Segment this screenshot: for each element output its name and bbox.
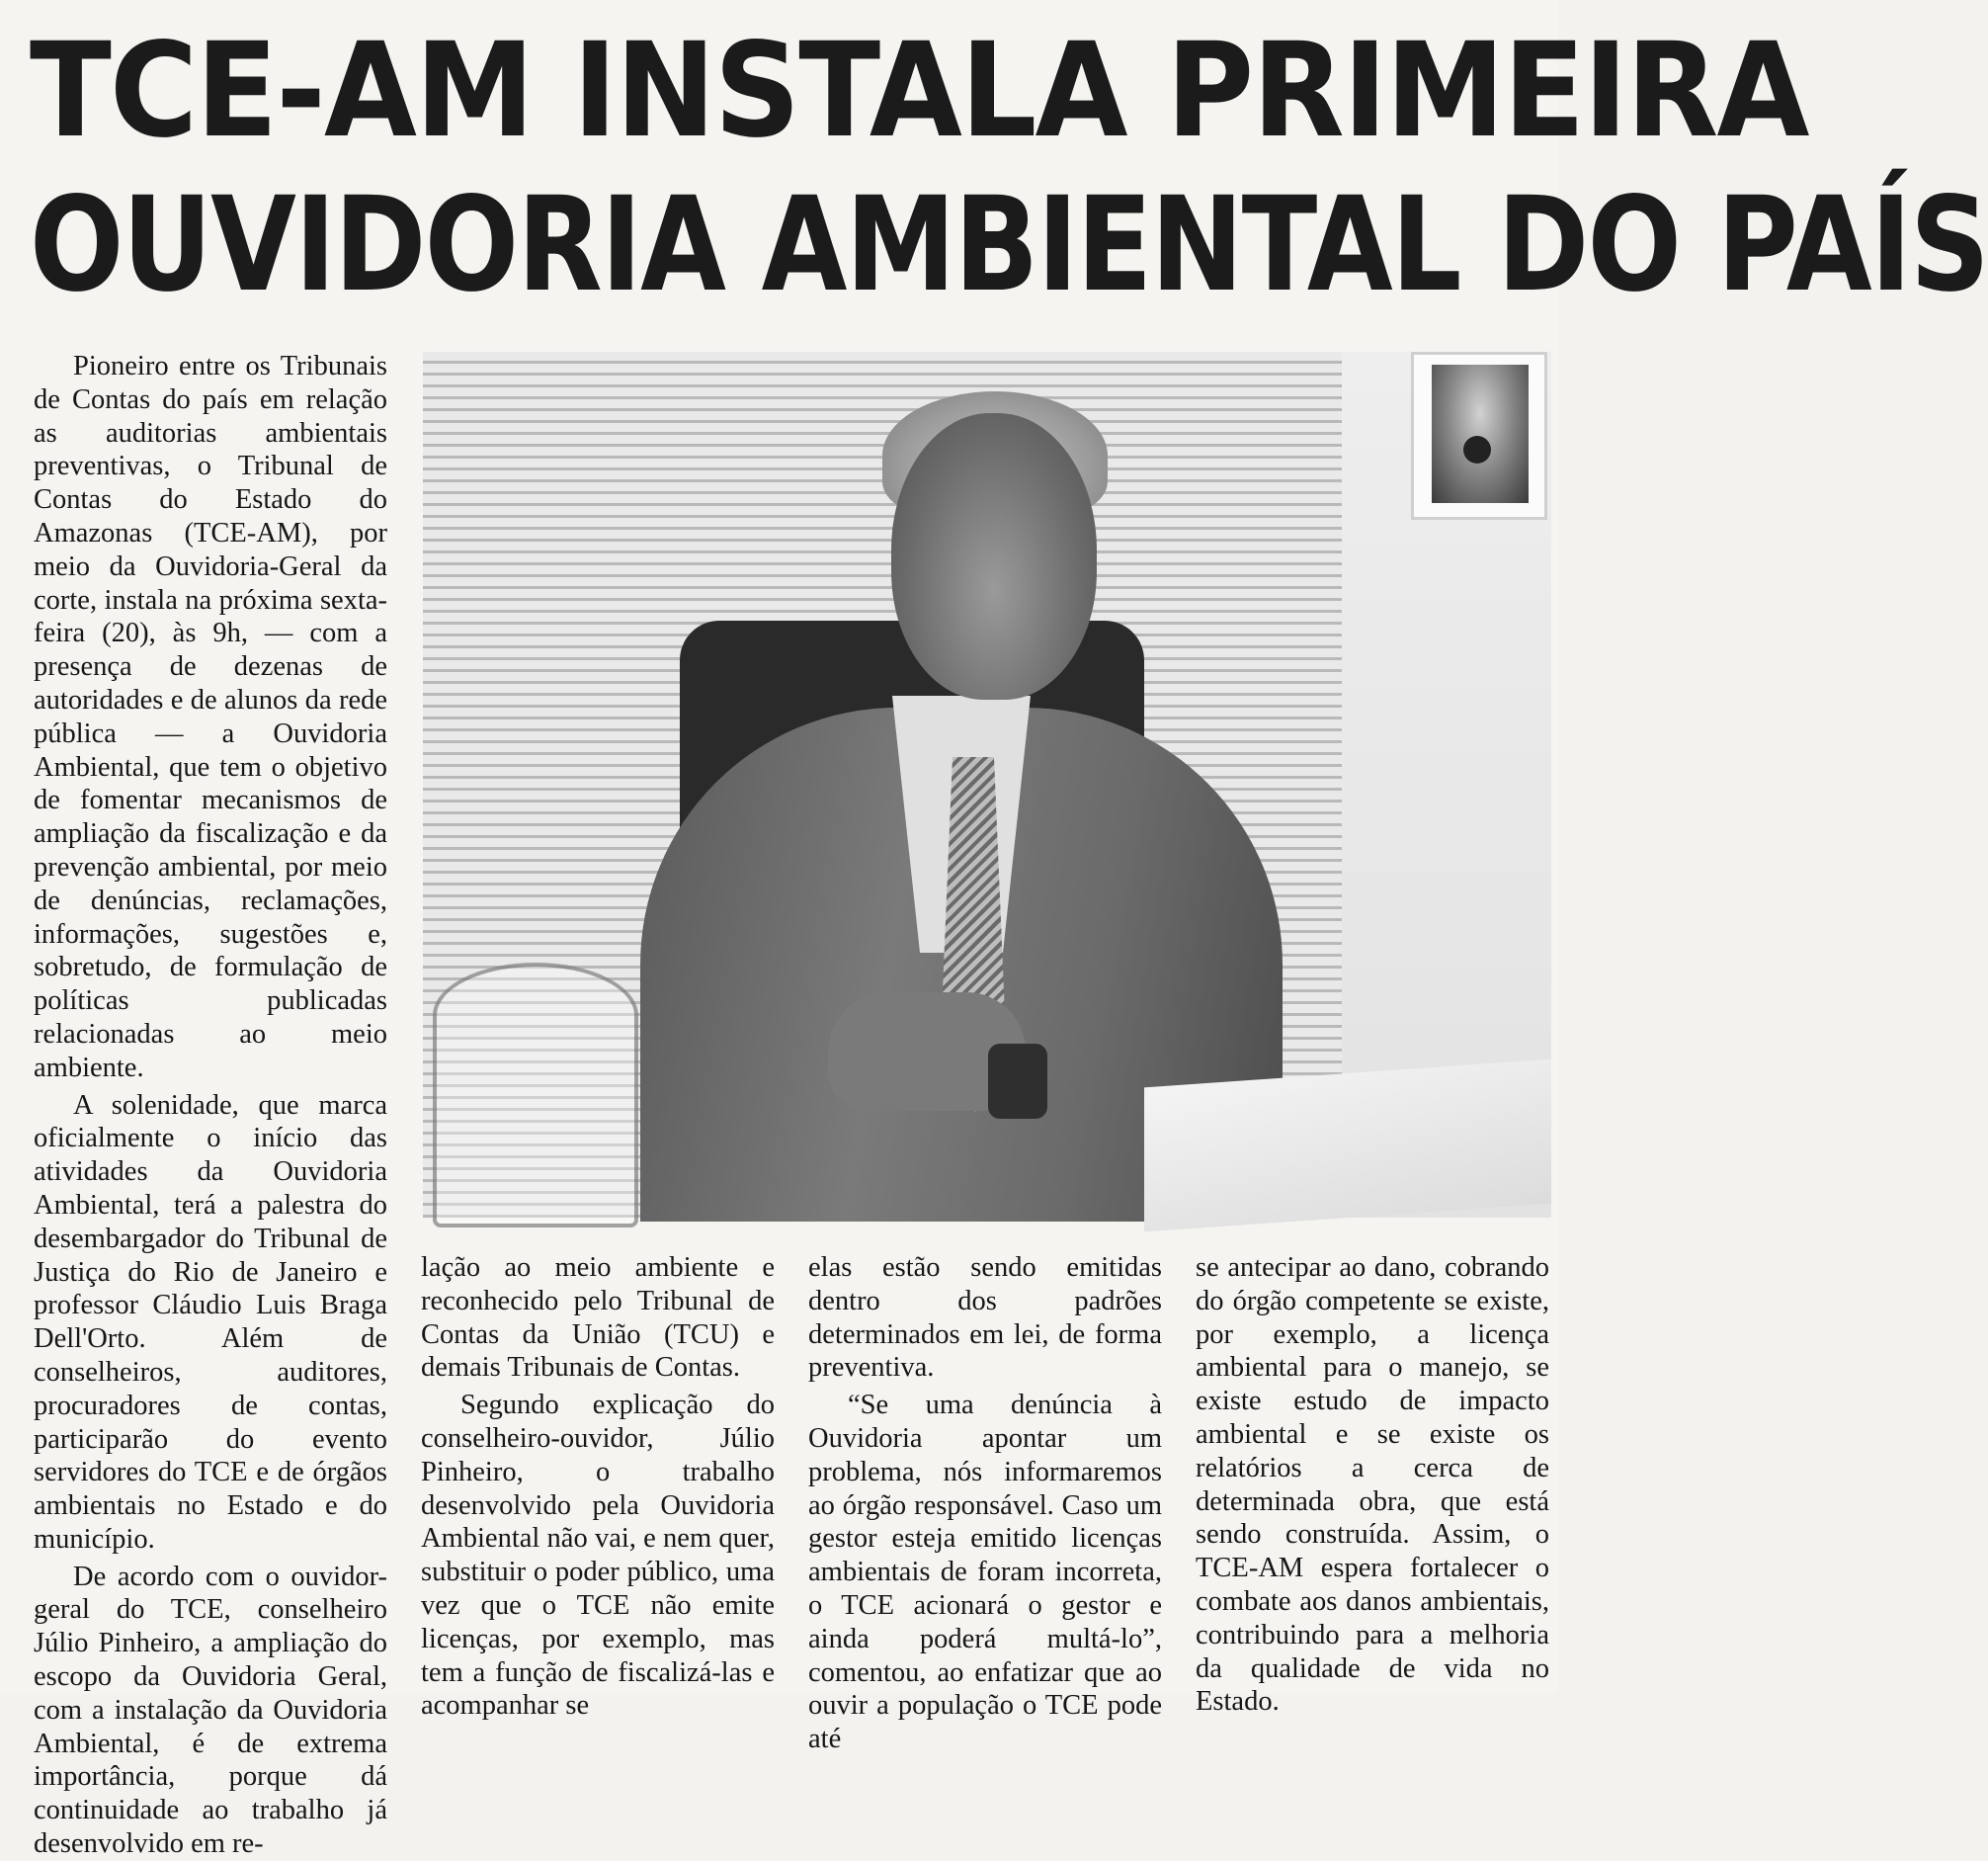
paragraph: lação ao meio ambiente e reconhecido pelo Tribunal de Contas da União (TCU) e demais Tribunais de Contas. xyxy=(421,1252,775,1384)
paragraph: elas estão sendo emitidas dentro dos padrões determinados em lei, de forma preventiva. xyxy=(808,1252,1162,1384)
article-photo xyxy=(423,352,1551,1218)
water-glass xyxy=(433,963,638,1227)
article-column-2 xyxy=(421,1251,775,1722)
religious-picture-frame xyxy=(1411,352,1547,520)
paragraph: se antecipar ao dano, cobrando do órgão competente se existe, por exemplo, a licença ambiental para o manejo, se existe estudo de impacto ambiental e se existe os relatórios a cerca de determinada obra, que está sendo construída. Assim, o TCE-AM espera fortalecer o combate aos danos ambientais, contribuindo para a melhoria da qualidade de vida no Estado. xyxy=(1196,1252,1549,1718)
article-column-3 xyxy=(808,1251,1162,1755)
man-face xyxy=(891,413,1097,700)
article-column-1 xyxy=(34,350,387,1860)
paragraph: Pioneiro entre os Tribunais de Contas do país em relação as auditorias ambientais preventivas, o Tribunal de Contas do Estado do Amazonas (TCE-AM), por meio da Ouvidoria-Geral da corte, instala na próxima sexta-feira (20), às 9h, — com a presença de dezenas de autoridades e de alunos da rede pública — a Ouvidoria Ambiental, que tem o objetivo de fomentar mecanismos de ampliação da fiscalização e da prevenção ambiental, por meio de denúncias, reclamações, informações, sugestões e, sobretudo, de formulação de políticas publicadas relacionadas ao meio ambiente. xyxy=(34,351,387,1083)
article-column-4 xyxy=(1196,1251,1549,1718)
wristwatch xyxy=(988,1044,1047,1119)
desk-papers xyxy=(1144,1059,1551,1232)
paragraph: A solenidade, que marca oficialmente o início das atividades da Ouvidoria Ambiental, terá a palestra do desembargador do Tribunal de Justiça do Rio de Janeiro e professor Cláudio Luis Braga Dell'Orto. Além de conselheiros, auditores, procuradores de contas, participarão do evento servidores do TCE e de órgãos ambientais no Estado e do município. xyxy=(34,1089,387,1555)
paragraph: Segundo explicação do conselheiro-ouvidor, Júlio Pinheiro, o trabalho desenvolvido pela Ouvidoria Ambiental não vai, e nem quer, substituir o poder público, uma vez que o TCE não emite licenças, por exemplo, mas tem a função de fiscalizá-las e acompanhar se xyxy=(421,1390,775,1722)
paragraph: “Se uma denúncia à Ouvidoria apontar um problema, nós informaremos ao órgão responsável. Caso um gestor esteja emitido licenças ambientais de foram incorreta, o TCE acionará o gestor e ainda poderá multá-lo”, comentou, ao enfatizar que ao ouvir a população o TCE pode até xyxy=(808,1390,1162,1755)
headline-line-2: OUVIDORIA AMBIENTAL DO PAÍS xyxy=(30,169,1988,321)
picture-image xyxy=(1432,365,1529,503)
headline-line-1: TCE-AM INSTALA PRIMEIRA xyxy=(30,15,1808,167)
paragraph: De acordo com o ouvidor-geral do TCE, conselheiro Júlio Pinheiro, a ampliação do escopo da Ouvidoria Geral, com a instalação da Ouvidoria Ambiental, é de extrema importância, porque dá continuidade ao trabalho já desenvolvido em re- xyxy=(34,1561,387,1860)
